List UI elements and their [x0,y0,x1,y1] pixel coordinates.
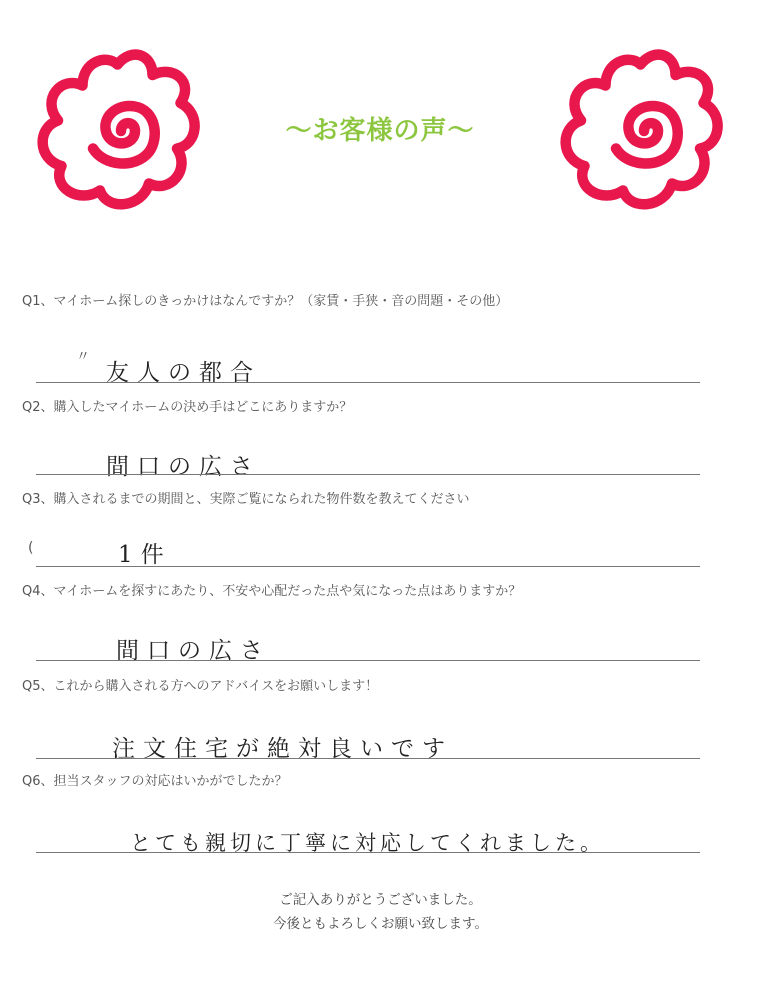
question-2-label: Q2、購入したマイホームの決め手はどこにありますか？ [22,400,353,415]
question-1-label: Q1、マイホーム探しのきっかけはなんですか？（家賃・手狭・音の問題・その他） [22,294,509,309]
answer-5: 注文住宅が絶対良いです [112,736,453,762]
stray-mark: ( [28,540,34,556]
stray-mark: 〃 [76,349,90,365]
answer-2: 間口の広さ [106,454,261,480]
answer-3: 1件 [118,542,172,568]
answer-1: 友人の都合 [106,360,261,386]
swirl-flower-icon [553,40,728,215]
question-5-label: Q5、これから購入される方へのアドバイスをお願いします！ [22,679,379,694]
answer-line [36,474,700,475]
swirl-flower-icon [30,40,205,215]
answer-4: 間口の広さ [116,638,271,664]
question-3-label: Q3、購入されるまでの期間と、実際ご覧になられた物件数を教えてください [22,492,470,507]
closing-line-2: 今後ともよろしくお願い致します。 [273,916,488,932]
page-title: 〜お客様の声〜 [285,116,475,146]
answer-line [36,758,700,759]
answer-line [36,660,700,661]
question-4-label: Q4、マイホームを探すにあたり、不安や心配だった点や気になった点はありますか？ [22,584,522,599]
answer-line [36,382,700,383]
answer-6: とても親切に丁寧に対応してくれました。 [130,831,605,855]
answer-line [36,852,700,853]
question-6-label: Q6、担当スタッフの対応はいかがでしたか？ [22,774,288,789]
closing-line-1: ご記入ありがとうございました。 [279,892,482,908]
answer-line [36,566,700,567]
